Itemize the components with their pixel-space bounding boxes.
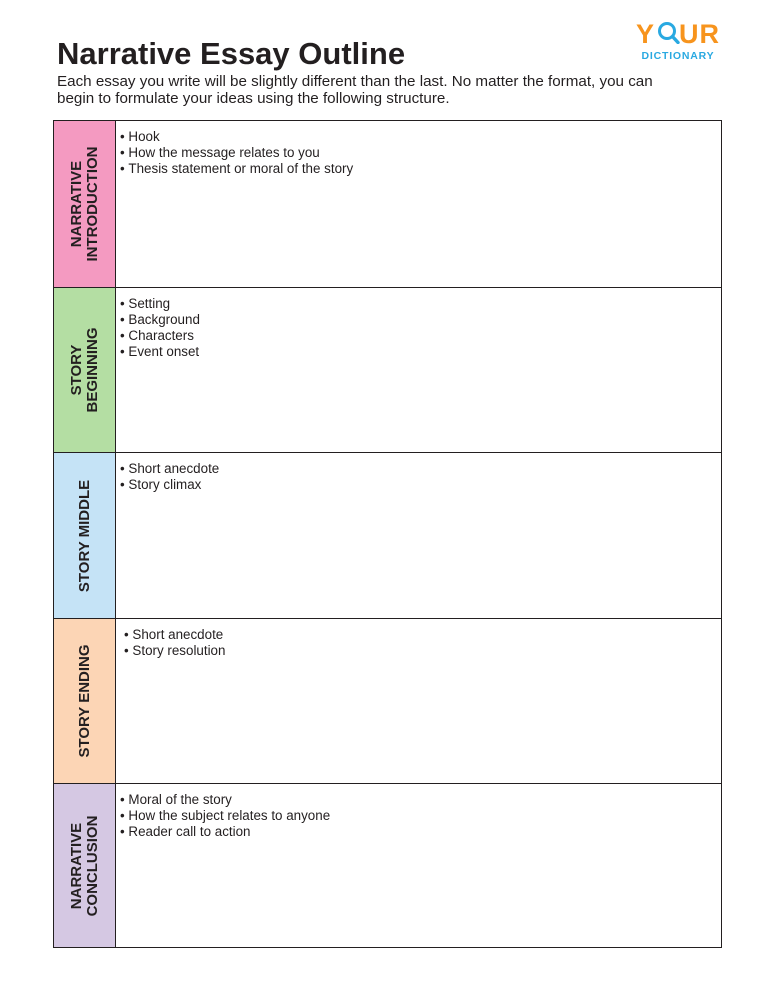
page-intro: Each essay you write will be slightly different than the last. No matter the format, you can begin to formulate your ideas using the following structure. bbox=[57, 73, 653, 107]
yourdictionary-logo[interactable] bbox=[632, 20, 724, 64]
list-item: • Hook bbox=[120, 129, 353, 145]
section-points bbox=[120, 296, 200, 360]
section-points bbox=[120, 461, 219, 493]
magnifier-icon bbox=[655, 21, 679, 43]
section-label: STORY MIDDLE bbox=[75, 479, 93, 592]
section-label-cell bbox=[54, 453, 116, 618]
section-label-cell bbox=[54, 619, 116, 783]
section-label: STORY BEGINNING bbox=[67, 327, 101, 413]
section-narrative-conclusion bbox=[54, 783, 721, 947]
outline-table bbox=[53, 120, 722, 948]
logo-wordmark bbox=[632, 20, 724, 48]
section-narrative-introduction bbox=[54, 121, 721, 287]
section-label: NARRATIVE CONCLUSION bbox=[67, 815, 101, 916]
section-label-cell bbox=[54, 121, 116, 287]
list-item: • How the subject relates to anyone bbox=[120, 808, 330, 824]
logo-letter-y: Y bbox=[635, 19, 655, 49]
section-story-ending bbox=[54, 618, 721, 783]
section-label-cell bbox=[54, 784, 116, 947]
list-item: • Thesis statement or moral of the story bbox=[120, 161, 353, 177]
list-item: • Characters bbox=[120, 328, 200, 344]
list-item: • Reader call to action bbox=[120, 824, 330, 840]
list-item: • Short anecdote bbox=[120, 461, 219, 477]
list-item: • Event onset bbox=[120, 344, 200, 360]
section-points bbox=[120, 129, 353, 177]
logo-letters-ur: UR bbox=[679, 19, 720, 49]
section-label-cell bbox=[54, 288, 116, 452]
section-label: NARRATIVE INTRODUCTION bbox=[67, 146, 101, 262]
section-story-middle bbox=[54, 452, 721, 618]
list-item: • Story climax bbox=[120, 477, 219, 493]
list-item: • Moral of the story bbox=[120, 792, 330, 808]
section-story-beginning bbox=[54, 287, 721, 452]
section-label: STORY ENDING bbox=[75, 644, 93, 758]
list-item: • Setting bbox=[120, 296, 200, 312]
list-item: • Background bbox=[120, 312, 200, 328]
list-item: • Story resolution bbox=[124, 643, 225, 659]
section-points bbox=[124, 627, 225, 659]
list-item: • How the message relates to you bbox=[120, 145, 353, 161]
section-points bbox=[120, 792, 330, 840]
list-item: • Short anecdote bbox=[124, 627, 225, 643]
logo-subtitle: DICTIONARY bbox=[641, 50, 715, 62]
page-title: Narrative Essay Outline bbox=[57, 36, 406, 71]
